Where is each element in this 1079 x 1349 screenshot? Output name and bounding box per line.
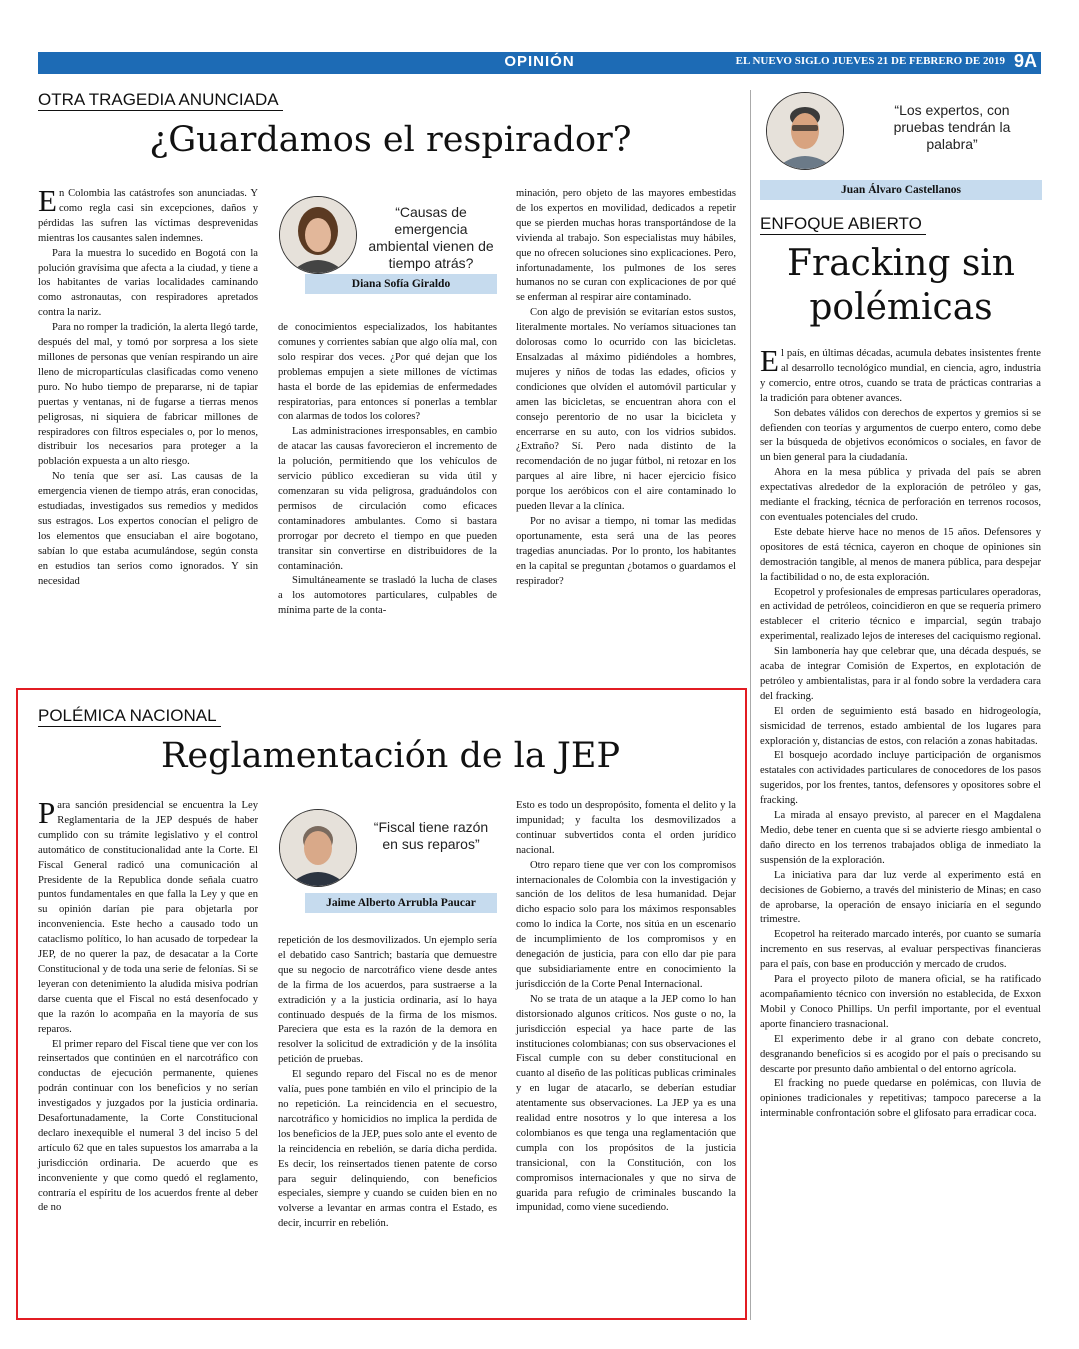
article3-paragraph: La mirada al ensayo previsto, al parecer en el Magdalena Medio, debe tener en cuenta que si se advierte riesgo ambiental o daño directo en los terrenos trabajados obliga de inmediato la suspensión de la exploración. bbox=[760, 810, 1041, 866]
section-header-bar bbox=[38, 52, 1041, 74]
article3-paragraph: Son debates válidos con derechos de expertos y gremios si se defienden con teorías y argumentos de cuerpo entero, como debe ser la búsqueda de objetivos económicos o sociales, en favor de un bien general para la ciudadanía. bbox=[760, 407, 1041, 464]
article2-paragraph: repetición de los desmovilizados. Un ejemplo sería el debatido caso Santrich; bastaría que demuestre que su negocio de narcotráfico viene desde antes de la firma de los acuerdos, para sustraerse a la extradición y a la justicia ordinaria, así lo haya continuado después de la firma de los mismos. Pareciera que esta es la razón de la demora en resolver la solicitud de extradición y de la insólita petición de pruebas. bbox=[278, 935, 497, 1066]
article2-paragraph: Otro reparo tiene que ver con los compromisos internacionales de Colombia con la investigación y sanción de los delitos de lesa humanidad. Dejar dicho espacio solo para los máximos responsables como lo indica la Corte, nos sitúa en un escenario de incumplimiento de los compromisos y en denegación de justicia, para con ello dar pie para que subsidiariamente entre en conocimiento la jurisdicción de la Corte Penal Internacional. bbox=[516, 859, 736, 990]
article1-paragraph: Para la muestra lo sucedido en Bogotá con la polución gravísima que afecta a la ciudad, y tiene a los habitantes de varias localidades caminando como astronautas, con respiradores apretados contra la nariz. bbox=[38, 247, 258, 319]
author-portrait-icon bbox=[280, 197, 356, 273]
pullquote-text: “Fiscal tiene razón en sus reparos” bbox=[373, 819, 489, 852]
article1-paragraph: No tenía que ser así. Las causas de la emergencia vienen de tiempo atrás, eran conocidas, estudiadas, investigados sus remedios y medidos sus estragos. Los expertos conocían el peligro de los elementos que ensuciaban el aire bogotano, sabían lo que estaba acumulándose, según consta en estudios tan serios como ignorados. Y sin necesidad bbox=[38, 471, 258, 587]
article1-column-2 bbox=[278, 321, 497, 619]
article3-paragraph: Sin lambonería hay que celebrar que, una década después, se acaba de integrar Comisión de Expertos, en explotación de petróleo y ambientalistas, para ir al fondo sobre la verdadera cara del fracking. bbox=[760, 646, 1041, 702]
article1-paragraph: En Colombia las catástrofes son anunciadas. Y como regla casi sin excepciones, daños y pérdidas las sufren las víctimas desprevenidas mientras los causantes salen indemnes. bbox=[38, 183, 258, 244]
pullquote-author: Diana Sofía Giraldo bbox=[305, 274, 497, 294]
article3-paragraph: La iniciativa para dar luz verde al experimento está en decisiones de Gobierno, a través del ministerio de Minas; en caso de aprobarse, la operación de ensayo iniciaría en el segundo trimestre. bbox=[760, 869, 1041, 926]
article3-paragraph: Para el proyecto piloto de manera oficial, se ha ratificado acompañamiento técnico con inversión no establecida, de Exxon Mobil y Conoco Phillips. Un perfil importante, por el eventual aporte financiero trasnacional. bbox=[760, 974, 1041, 1030]
article2-pullquote bbox=[275, 805, 497, 917]
article3-kicker: ENFOQUE ABIERTO bbox=[760, 214, 926, 235]
publication-date-line bbox=[736, 55, 1005, 67]
article2-paragraph: El segundo reparo del Fiscal no es de menor valía, pues pone también en vilo el principio de la no repetición. La reincidencia en el secuestro, narcotráfico y homicidios no implica la perdida de los beneficios de la JEP, pues solo ante el evento de la reincidencia en rebelión, se daría dicha perdida. Es decir, los reinsertados tienen patente de corso para seguir delinquiendo, con beneficios especiales, siempre y cuando se cuiden bien en no volverse a levantar en armas contra el Estado, es decir, incurrir en rebelión. bbox=[278, 1069, 497, 1230]
dropcap: P bbox=[38, 795, 56, 830]
article3-paragraph: El fracking no puede quedarse en polémicas, con lluvia de opiniones tradicionales y repetitivas; tampoco parecerse a la interminable confrontación sobre el glifosato para erradicar coca. bbox=[760, 1078, 1041, 1120]
article1-headline: ¿Guardamos el respirador? bbox=[149, 120, 632, 160]
article1-column-3 bbox=[516, 187, 736, 589]
article1-paragraph: Con algo de previsión se evitarían estos sustos, literalmente mortales. No veríamos situaciones tan dolorosas como lo ocurrido con las bicicletas. Ensalzadas al máximo pidiéndoles a hombres, mujeres y niños de todas las edades, oficios y condiciones que olvíden el automóvil particular y amen las bicicletas, se encuentran ahora con el consejo perentorio de no usar la bicicleta y encerrarse en su auto, con los vidrios subidos. ¿Extraño? Sí. Pero nada distinto de la recomendación de no jugar fútbol, ni retozar en los parques al aire libre, ni hacer ejercicio físico porque los aeróbicos con el aire contaminado lo pueden llevar a la clínica. bbox=[516, 307, 736, 513]
article2-paragraph: Esto es todo un despropósito, fomenta el delito y la impunidad; y faculta los desmovilizados a continuar subvertidos conta el orden jurídico nacional. bbox=[516, 800, 736, 856]
article2-column-3 bbox=[516, 799, 736, 1216]
article2-paragraph: Para sanción presidencial se encuentra la Ley Reglamentaria de la JEP después de haber cumplido con su trámite legislativo y el control automático de constitucionalidad ante la Corte. El Fiscal General radicó una comunicación al Presidente de la Republica donde señala cuatro puntos fundamentales en que falla la Ley y que en su opinión darían pie para objetarla por inconveniencia. Este hecho a causado todo un cataclismo político, lo han acusado de torpedear la JEP, de no querer la paz, de desacatar a la Corte Constitucional y de toda una serie de felonías. Si se leyeran con detenimiento la aludida misiva podrían darse cuenta que el Fiscal no está desenfocado y que la razón lo acompaña en la mayoría de sus reparos. bbox=[38, 795, 258, 1035]
article1-pullquote bbox=[275, 192, 497, 304]
article3-pullquote bbox=[760, 88, 1042, 204]
author-portrait-icon bbox=[767, 93, 843, 169]
dropcap: E bbox=[38, 183, 57, 218]
article1-column-1 bbox=[38, 183, 258, 589]
column-divider bbox=[750, 90, 751, 1320]
pullquote-author: Juan Álvaro Castellanos bbox=[760, 180, 1042, 200]
article2-kicker: POLÉMICA NACIONAL bbox=[38, 706, 221, 727]
article1-paragraph: Las administraciones irresponsables, en cambio de atacar las causas favorecieron el incremento de la polución, permitiendo que los vehículos de servicio público excedieran su vida útil y comenzaran su vida peligrosa, graduándolos con permisos de circulación como eficaces contaminadores ambulantes. Como si bastara prorrogar por decreto el tiempo en que pueden transitar sin convertirse en distribuidores de la contaminación. bbox=[278, 426, 497, 572]
article3-paragraph: Este debate hierve hace no menos de 15 años. Defensores y opositores de está técnica, cayeron en choque de opiniones sin demostración tangible, al menos de manera pública, para despejar la factibilidad o no, de esta exploración. bbox=[760, 526, 1041, 583]
article1-paragraph: Simultáneamente se trasladó la lucha de clases a los automotores particulares, culpables de mínima parte de la conta- bbox=[278, 575, 497, 617]
article1-paragraph: Para no romper la tradición, la alerta llegó tarde, después del mal, y tomó por sorpresa a los siete millones de personas que venían respirando un aire lleno de micropartículas clasificadas como veneno puro. No hubo tiempo de prepararse, ni de tapiar puertas y ventanas, ni de fugarse a tierras menos peligrosas, ni siquiera de fabricar millones de respiradores con filtros especiales o, por lo menos, distribuir los necesarios para proteger a la población expuesta a un alto riesgo. bbox=[38, 322, 258, 468]
pullquote-text: “Causas de emergencia ambiental vienen de tiempo atrás? bbox=[368, 204, 494, 271]
article1-paragraph: Por no avisar a tiempo, ni tomar las medidas oportunamente, esta será una de las peores tragedias anunciadas. Por lo pronto, los habitantes en la capital se preguntan ¿botamos o guardamos el respirador? bbox=[516, 515, 736, 587]
article3-column bbox=[760, 343, 1041, 1122]
article2-column-2 bbox=[278, 934, 497, 1232]
article3-paragraph: El experimento debe ir al grano con debate concreto, desgranando beneficios si es acogido por el país o precisando su descarte por presunto daño ambiental o del entorno agrícola. bbox=[760, 1033, 1041, 1075]
article3-headline bbox=[760, 242, 1042, 330]
author-photo bbox=[279, 809, 357, 887]
publication-date: JUEVES 21 DE FEBRERO DE 2019 bbox=[832, 55, 1005, 67]
article2-column-1 bbox=[38, 795, 258, 1216]
article1-kicker: OTRA TRAGEDIA ANUNCIADA bbox=[38, 90, 283, 111]
pullquote-author: Jaime Alberto Arrubla Paucar bbox=[305, 893, 497, 913]
article2-paragraph: El primer reparo del Fiscal tiene que ver con los reinsertados que continúen en el narcotráfico con conductas de ejecución permanente, quienes podrán continuar con los beneficios y no serían investigados y juzgados por la justicia ordinaria. Desafortunadamente, la Corte Constitucional declaro inexequible el numeral 3 del inciso 5 del artículo 62 que en tales supuestos los amarraba a la jurisdicción ordinaria. De acuerdo que es inconveniente y que como quedó el reglamento, contraría el espíritu de los acuerdos frente al deber de no bbox=[38, 1038, 258, 1214]
article3-paragraph: Ecopetrol y profesionales de empresas particulares operadoras, en actividad de petróleos, coincidieron en que se requería primero establecer el criterio técnico e imparcial, según trabajo experimental, realizado lejos de intereses del caciquismo regional. bbox=[760, 586, 1041, 643]
article2-headline: Reglamentación de la JEP bbox=[161, 736, 620, 776]
dropcap: E bbox=[760, 343, 779, 378]
article1-paragraph: minación, pero objeto de las mayores embestidas de los expertos en movilidad, dedicados a repetir que se pierden muchas horas transportándose de la vivienda al trabajo. Son especialistas muy hábiles, que no ofrecen soluciones sino explicaciones. Pero, infortunadamente, los pulmones de los seres humanos no se curan con explicaciones de por qué se enferman al respirar aire contaminado. bbox=[516, 188, 736, 304]
author-portrait-icon bbox=[280, 810, 356, 886]
article3-headline-line: Fracking sin bbox=[787, 243, 1015, 284]
section-name: OPINIÓN bbox=[504, 53, 575, 70]
pullquote-text: “Los expertos, con pruebas tendrán la palabra” bbox=[893, 102, 1011, 152]
article3-paragraph: Ahora en la mesa pública y privada del país se abren expectativas alrededor de la exploración de petróleo y gas, mediante el fracking, técnica de perforación en terrenos rocosos, con eventuales potenciales del crudo. bbox=[760, 467, 1041, 523]
article1-paragraph: de conocimientos especializados, los habitantes comunes y corrientes sabían que algo olía mal, con solo respirar dos veces. ¿Por qué dejan que los problemas empujen a siete millones de víctimas hasta el borde de las epidemias de enfermedades respiratorias, para entonces sí ponerlas a temblar con alarmas de todos los colores? bbox=[278, 322, 497, 423]
article3-headline-line: polémicas bbox=[809, 287, 993, 328]
author-photo bbox=[279, 196, 357, 274]
article3-paragraph: El país, en últimas décadas, acumula debates insistentes frente al desarrollo tecnológico mundial, en ciencia, agro, industria y comercio, entre otros, cuando se trata de prácticas contrarias a la tradición para obtener avances. bbox=[760, 343, 1041, 404]
article3-paragraph: El orden de seguimiento está basado en hidrogeología, sismicidad de terrenos, estado ambiental de los lugares para exploración y, distancias de estos, con relación a zonas habitadas. bbox=[760, 705, 1041, 747]
publication-name: EL NUEVO SIGLO bbox=[735, 55, 830, 67]
page-number: 9A bbox=[1013, 51, 1037, 71]
article2-paragraph: No se trata de un ataque a la JEP como lo han distorsionado algunos críticos. Nos guste o no, la jurisdicción especial ya hace parte de las instituciones colombianas; con sus observaciones el Fiscal cumple con su deber constitucional en cuanto al diseño de las políticas publicas criminales y en lugar de atacarlo, se deberían estudiar atentamente sus observaciones. La JEP ya es una realidad entre nosotros y lo que interesa a los colombianos es que tenga una reglamentación que cumpla con los propósitos de la justicia transicional, con la Constitución, con los compromisos internacionales y que no sirva de guarida para refugio de criminales buscando la impunidad, como viene sucediendo. bbox=[516, 993, 736, 1214]
article3-paragraph: El bosquejo acordado incluye participación de organismos estatales con actividades particulares de conocedores de los pasos sugeridos, por los frentes, tantos, defensores y opositores sobre el fracking. bbox=[760, 750, 1041, 807]
article3-paragraph: Ecopetrol ha reiterado marcado interés, por cuanto se sumaría incremento en sus reservas, al evaluar perspectivas financieras para el país, con base en producción y mercado de crudos. bbox=[760, 929, 1041, 971]
author-photo bbox=[766, 92, 844, 170]
